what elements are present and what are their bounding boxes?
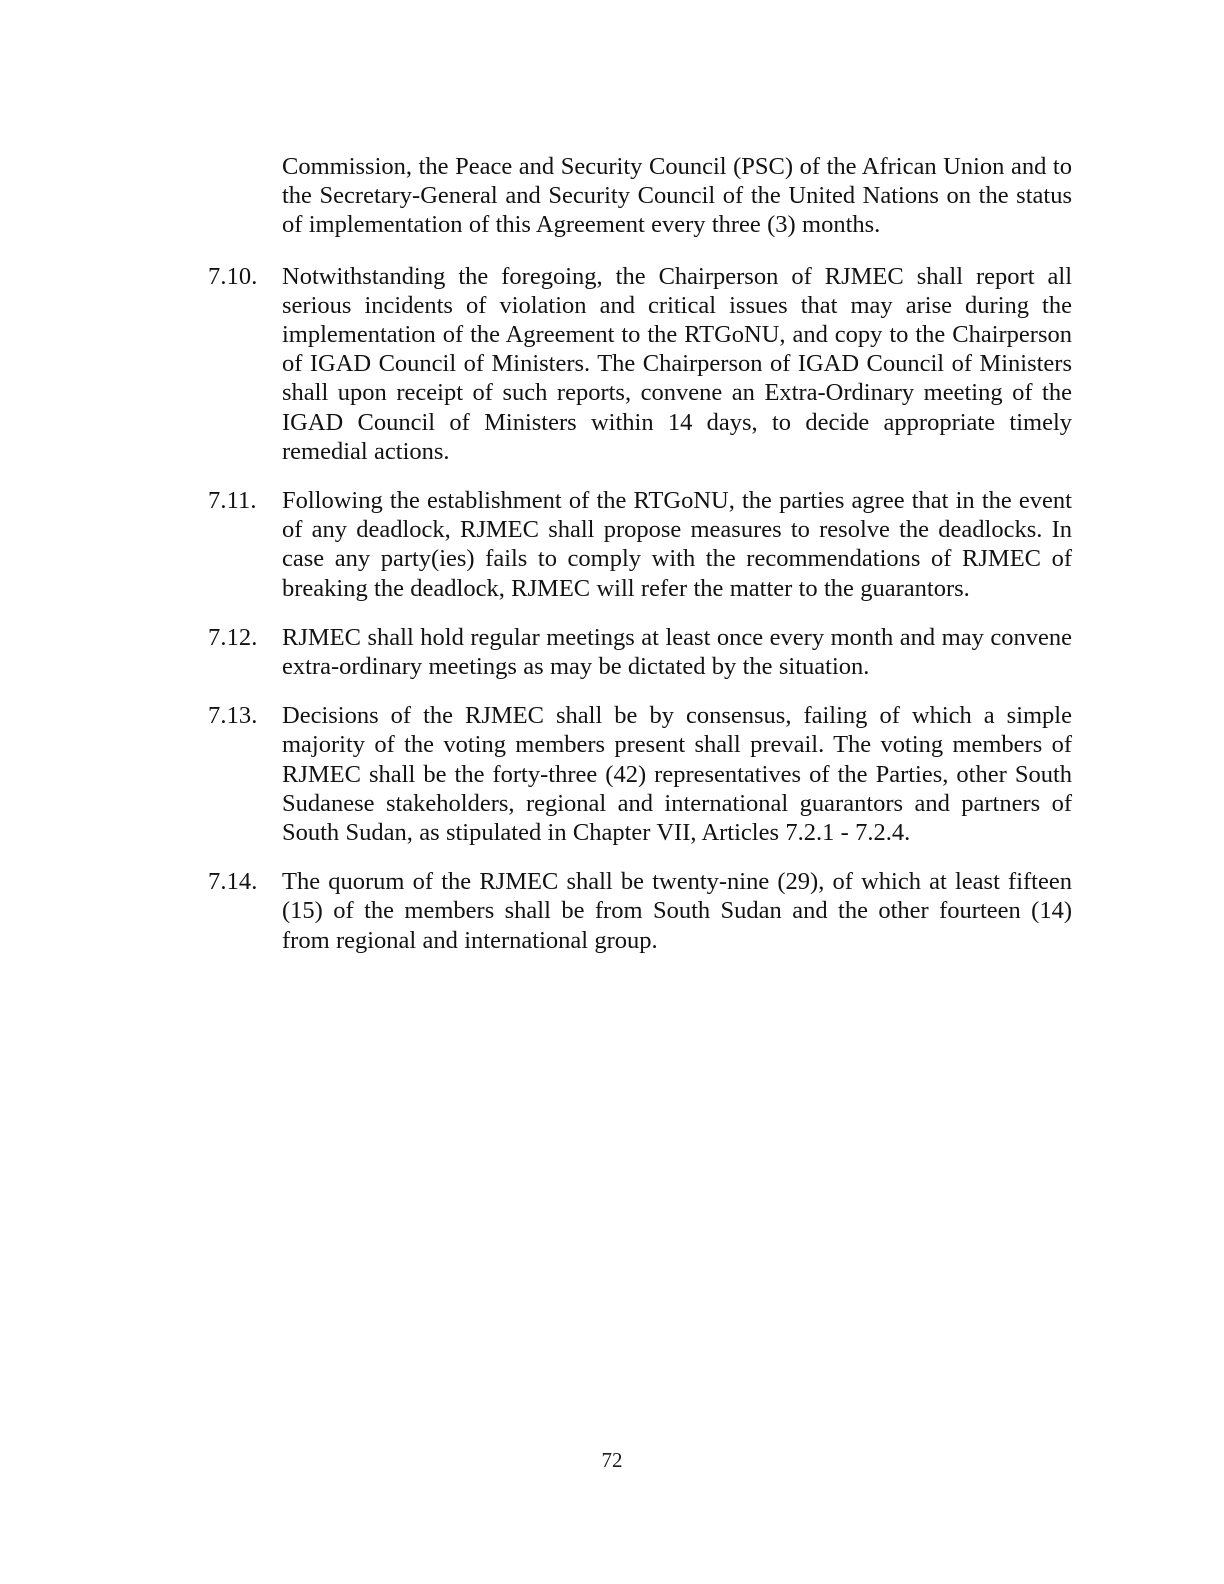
paragraph-7-13 [208,701,1072,847]
paragraph-7-10 [208,262,1072,466]
paragraph-text: Commission, the Peace and Security Council (PSC) of the African Union and to the Secretary-General and Security Council of the United Nations on the status of implementation of this Agreement every three (3) months. [282,153,1072,239]
paragraph-continuation [208,152,1072,240]
paragraph-number: 7.13. [208,702,258,730]
paragraph-text: RJMEC shall hold regular meetings at least once every month and may convene extra-ordinary meetings as may be dictated by the situation. [282,623,1072,681]
paragraph-text: The quorum of the RJMEC shall be twenty-nine (29), of which at least fifteen (15) of the members shall be from South Sudan and the other fourteen (14) from regional and international group. [282,868,1072,954]
paragraph-text: Notwithstanding the foregoing, the Chairperson of RJMEC shall report all serious incidents of violation and critical issues that may arise during the implementation of the Agreement to the RTGoNU, and copy to the Chairperson of IGAD Council of Ministers. The Chairperson of IGAD Council of Ministers shall upon receipt of such reports, convene an Extra-Ordinary meeting of the IGAD Council of Ministers within 14 days, to decide appropriate timely remedial actions. [282,262,1072,465]
paragraph-number: 7.10. [208,262,258,290]
paragraph-number: 7.11. [208,487,257,515]
page-number: 72 [601,1448,623,1472]
paragraph-text: Following the establishment of the RTGoNU, the parties agree that in the event of any deadlock, RJMEC shall propose measures to resolve the deadlocks. In case any party(ies) fails to comply with the recommendations of RJMEC of breaking the deadlock, RJMEC will refer the matter to the guarantors. [282,487,1072,602]
paragraph-7-14 [208,867,1072,955]
paragraph-number: 7.14. [208,868,258,896]
paragraph-number: 7.12. [208,623,258,651]
paragraph-text: Decisions of the RJMEC shall be by consensus, failing of which a simple majority of the voting members present shall prevail. The voting members of RJMEC shall be the forty-three (42) representatives of the Parties, other South Sudanese stakeholders, regional and international guarantors and partners of South Sudan, as stipulated in Chapter VII, Articles 7.2.1 - 7.2.4. [282,702,1072,847]
page-body [208,152,1072,975]
paragraph-7-12 [208,623,1072,681]
paragraph-7-11 [208,486,1072,603]
